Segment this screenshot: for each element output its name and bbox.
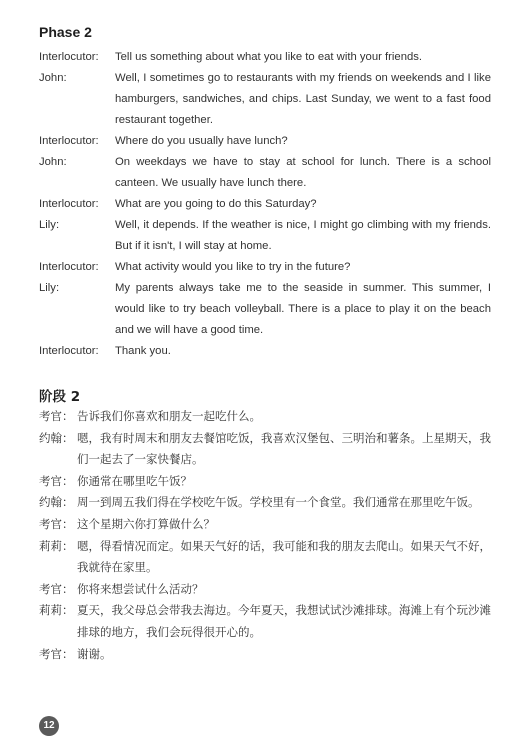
speaker-label: Lily: — [39, 282, 60, 294]
speaker-label: 莉莉： — [39, 538, 74, 553]
dialogue-text: 这个星期六你打算做什么？ — [77, 516, 215, 531]
speaker-label: Interlocutor: — [39, 135, 99, 147]
dialogue-text: 谢谢。 — [77, 646, 112, 661]
dialogue-text: Where do you usually have lunch? — [115, 135, 288, 147]
dialogue-text: 你通常在哪里吃午饭？ — [77, 473, 192, 488]
speaker-label: Interlocutor: — [39, 261, 99, 273]
speaker-label: John: — [39, 156, 67, 168]
dialogue-zh — [39, 406, 491, 665]
page-number-badge: 12 — [39, 716, 59, 736]
dialogue-text: On weekdays we have to stay at school for lunch. There is a school canteen. We usually have lunch there. — [115, 156, 491, 189]
dialogue-line — [39, 257, 491, 278]
speaker-label: 莉莉： — [39, 603, 74, 618]
dialogue-line — [39, 131, 491, 152]
dialogue-line — [39, 600, 491, 643]
dialogue-text: 嗯，得看情况而定。如果天气好的话，我可能和我的朋友去爬山。如果天气不好，我就待在家里。 — [77, 538, 491, 575]
speaker-label: 考官： — [39, 581, 74, 596]
speaker-label: 考官： — [39, 409, 74, 423]
dialogue-line — [39, 406, 491, 428]
phase-title-zh: 阶段 2 — [39, 389, 81, 405]
dialogue-line — [39, 341, 491, 362]
speaker-label: 考官： — [39, 473, 74, 488]
dialogue-text: 告诉我们你喜欢和朋友一起吃什么。 — [77, 409, 261, 423]
dialogue-text: Well, I sometimes go to restaurants with my friends on weekends and I like hamburgers, sandwiches, and chips. Last Sunday, we went to a fast food restaurant together. — [115, 72, 491, 126]
dialogue-line — [39, 194, 491, 215]
dialogue-text: 你将来想尝试什么活动？ — [77, 581, 204, 596]
dialogue-text: What activity would you like to try in the future? — [115, 261, 351, 273]
phase-title-en: Phase 2 — [39, 24, 92, 40]
dialogue-text: What are you going to do this Saturday? — [115, 198, 317, 210]
speaker-label: Interlocutor: — [39, 198, 99, 210]
dialogue-line — [39, 47, 491, 68]
dialogue-text: 周一到周五我们得在学校吃午饭。学校里有一个食堂。我们通常在那里吃午饭。 — [77, 495, 480, 510]
speaker-label: 考官： — [39, 646, 74, 661]
speaker-label: 约翰： — [39, 430, 74, 445]
dialogue-line — [39, 278, 491, 341]
dialogue-text: 嗯，我有时周末和朋友去餐馆吃饭，我喜欢汉堡包、三明治和薯条。上星期天，我们一起去了一家快餐店。 — [77, 430, 491, 467]
dialogue-text: Tell us something about what you like to eat with your friends. — [115, 51, 423, 63]
speaker-label: John: — [39, 72, 67, 84]
dialogue-line — [39, 644, 491, 666]
dialogue-line — [39, 492, 491, 514]
speaker-label: Interlocutor: — [39, 51, 99, 63]
dialogue-en — [39, 47, 491, 362]
dialogue-line — [39, 579, 491, 601]
dialogue-text: My parents always take me to the seaside in summer. This summer, I would like to try beach volleyball. There is a place to play it on the beach and we will have a good time. — [115, 282, 491, 336]
speaker-label: 考官： — [39, 516, 74, 531]
dialogue-line — [39, 152, 491, 194]
speaker-label: Lily: — [39, 219, 60, 231]
speaker-label: Interlocutor: — [39, 345, 99, 357]
speaker-label: 约翰： — [39, 495, 74, 510]
dialogue-line — [39, 471, 491, 493]
dialogue-line — [39, 215, 491, 257]
dialogue-line — [39, 536, 491, 579]
dialogue-line — [39, 514, 491, 536]
dialogue-text: 夏天，我父母总会带我去海边。今年夏天，我想试试沙滩排球。海滩上有个玩沙滩排球的地方，我们会玩得很开心的。 — [77, 603, 491, 639]
dialogue-text: Well, it depends. If the weather is nice, I might go climbing with my friends. But if it isn't, I will stay at home. — [115, 219, 491, 252]
dialogue-line — [39, 68, 491, 131]
dialogue-text: Thank you. — [115, 345, 171, 357]
dialogue-line — [39, 428, 491, 471]
